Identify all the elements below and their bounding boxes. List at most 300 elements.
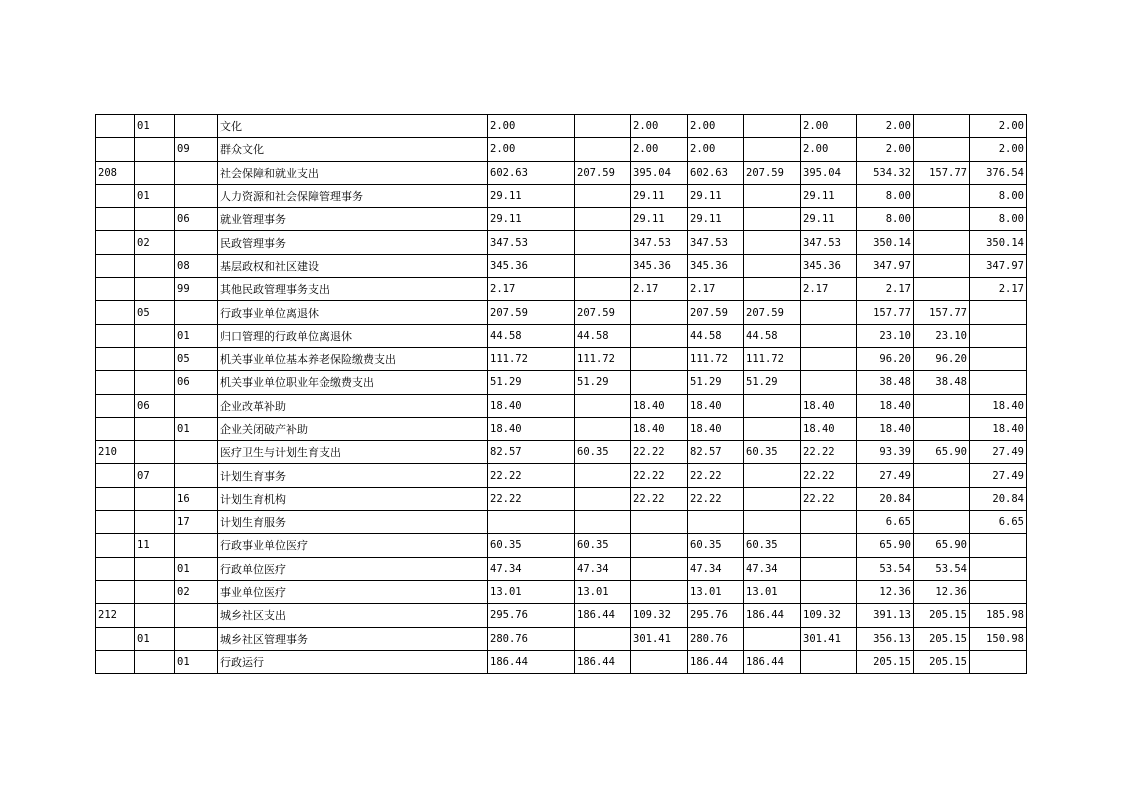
table-row	[96, 254, 1027, 277]
col-basic-2-cell: 186.44	[744, 604, 801, 627]
col-basic-2-cell	[744, 115, 801, 138]
col-total-2-cell: 280.76	[688, 627, 744, 650]
table-row	[96, 441, 1027, 464]
col-project-cell	[631, 324, 688, 347]
col-total-2-cell: 82.57	[688, 441, 744, 464]
col-prev-basic-cell: 65.90	[914, 441, 970, 464]
col-total-2-cell: 111.72	[688, 347, 744, 370]
col-project-2-cell: 22.22	[801, 487, 857, 510]
col-project-cell: 2.00	[631, 138, 688, 161]
col-prev-basic-cell: 157.77	[914, 301, 970, 324]
item-code-cell	[175, 464, 218, 487]
col-basic-2-cell: 186.44	[744, 650, 801, 673]
col-basic-2-cell: 60.35	[744, 534, 801, 557]
col-total-2-cell: 13.01	[688, 580, 744, 603]
subject-name-cell: 医疗卫生与计划生育支出	[218, 441, 488, 464]
col-basic-cell	[575, 138, 631, 161]
subject-name-cell: 机关事业单位职业年金缴费支出	[218, 371, 488, 394]
col-project-2-cell	[801, 511, 857, 534]
col-prev-basic-cell	[914, 254, 970, 277]
class-code-cell	[96, 580, 135, 603]
col-total-2-cell: 347.53	[688, 231, 744, 254]
col-project-cell	[631, 650, 688, 673]
col-project-2-cell	[801, 534, 857, 557]
class-code-cell	[96, 324, 135, 347]
col-total-2-cell: 2.17	[688, 278, 744, 301]
col-project-2-cell	[801, 557, 857, 580]
col-project-cell: 2.00	[631, 115, 688, 138]
class-code-cell	[96, 534, 135, 557]
subject-name-cell: 群众文化	[218, 138, 488, 161]
class-code-cell	[96, 115, 135, 138]
col-project-2-cell: 2.17	[801, 278, 857, 301]
col-total-cell: 18.40	[488, 394, 575, 417]
col-prev-total-cell: 96.20	[857, 347, 914, 370]
col-total-cell: 207.59	[488, 301, 575, 324]
col-prev-project-cell: 27.49	[970, 464, 1027, 487]
col-basic-cell	[575, 417, 631, 440]
section-code-cell	[135, 604, 175, 627]
col-basic-2-cell: 60.35	[744, 441, 801, 464]
col-prev-project-cell	[970, 650, 1027, 673]
col-prev-project-cell	[970, 301, 1027, 324]
item-code-cell	[175, 534, 218, 557]
class-code-cell	[96, 184, 135, 207]
col-prev-total-cell: 18.40	[857, 394, 914, 417]
item-code-cell	[175, 441, 218, 464]
subject-name-cell: 基层政权和社区建设	[218, 254, 488, 277]
col-prev-project-cell: 150.98	[970, 627, 1027, 650]
section-code-cell	[135, 371, 175, 394]
class-code-cell	[96, 487, 135, 510]
col-basic-cell	[575, 464, 631, 487]
col-total-cell: 602.63	[488, 161, 575, 184]
col-project-cell	[631, 511, 688, 534]
class-code-cell: 210	[96, 441, 135, 464]
col-prev-basic-cell: 53.54	[914, 557, 970, 580]
col-basic-2-cell: 51.29	[744, 371, 801, 394]
item-code-cell: 01	[175, 417, 218, 440]
table-row	[96, 511, 1027, 534]
subject-name-cell: 机关事业单位基本养老保险缴费支出	[218, 347, 488, 370]
col-prev-total-cell: 23.10	[857, 324, 914, 347]
col-total-cell: 60.35	[488, 534, 575, 557]
col-prev-project-cell: 347.97	[970, 254, 1027, 277]
col-project-cell	[631, 301, 688, 324]
col-total-cell: 2.17	[488, 278, 575, 301]
item-code-cell	[175, 231, 218, 254]
col-project-2-cell	[801, 650, 857, 673]
col-prev-basic-cell: 38.48	[914, 371, 970, 394]
col-prev-project-cell: 2.17	[970, 278, 1027, 301]
col-project-2-cell: 345.36	[801, 254, 857, 277]
col-prev-basic-cell	[914, 138, 970, 161]
section-code-cell	[135, 324, 175, 347]
col-basic-cell: 186.44	[575, 650, 631, 673]
col-basic-2-cell: 47.34	[744, 557, 801, 580]
col-basic-cell	[575, 278, 631, 301]
col-prev-project-cell: 8.00	[970, 208, 1027, 231]
subject-name-cell: 计划生育事务	[218, 464, 488, 487]
section-code-cell	[135, 347, 175, 370]
col-project-2-cell	[801, 301, 857, 324]
col-basic-2-cell	[744, 208, 801, 231]
item-code-cell	[175, 604, 218, 627]
col-basic-2-cell	[744, 464, 801, 487]
col-project-2-cell: 2.00	[801, 138, 857, 161]
item-code-cell: 01	[175, 650, 218, 673]
col-total-2-cell: 602.63	[688, 161, 744, 184]
col-basic-cell	[575, 394, 631, 417]
col-basic-cell	[575, 487, 631, 510]
col-project-cell: 395.04	[631, 161, 688, 184]
col-prev-basic-cell	[914, 231, 970, 254]
col-total-2-cell: 22.22	[688, 487, 744, 510]
col-total-cell: 18.40	[488, 417, 575, 440]
col-basic-cell: 186.44	[575, 604, 631, 627]
subject-name-cell: 社会保障和就业支出	[218, 161, 488, 184]
col-prev-basic-cell	[914, 394, 970, 417]
col-project-cell: 18.40	[631, 394, 688, 417]
subject-name-cell: 计划生育机构	[218, 487, 488, 510]
col-prev-total-cell: 391.13	[857, 604, 914, 627]
col-project-cell	[631, 534, 688, 557]
table-row	[96, 115, 1027, 138]
col-project-2-cell: 347.53	[801, 231, 857, 254]
col-project-2-cell: 29.11	[801, 184, 857, 207]
subject-name-cell: 事业单位医疗	[218, 580, 488, 603]
table-row	[96, 650, 1027, 673]
table-row	[96, 534, 1027, 557]
section-code-cell: 07	[135, 464, 175, 487]
col-prev-project-cell: 376.54	[970, 161, 1027, 184]
col-basic-2-cell	[744, 417, 801, 440]
col-prev-basic-cell: 205.15	[914, 604, 970, 627]
col-total-2-cell: 295.76	[688, 604, 744, 627]
col-prev-project-cell: 20.84	[970, 487, 1027, 510]
section-code-cell	[135, 441, 175, 464]
table-row	[96, 371, 1027, 394]
subject-name-cell: 计划生育服务	[218, 511, 488, 534]
col-basic-cell	[575, 511, 631, 534]
col-prev-basic-cell	[914, 278, 970, 301]
col-total-2-cell: 18.40	[688, 417, 744, 440]
col-prev-project-cell: 27.49	[970, 441, 1027, 464]
col-basic-2-cell: 13.01	[744, 580, 801, 603]
item-code-cell: 01	[175, 557, 218, 580]
col-basic-cell: 60.35	[575, 441, 631, 464]
col-basic-cell	[575, 115, 631, 138]
col-prev-project-cell: 18.40	[970, 394, 1027, 417]
table-row	[96, 161, 1027, 184]
col-prev-basic-cell: 65.90	[914, 534, 970, 557]
section-code-cell	[135, 511, 175, 534]
subject-name-cell: 行政单位医疗	[218, 557, 488, 580]
col-prev-total-cell: 12.36	[857, 580, 914, 603]
col-project-cell: 18.40	[631, 417, 688, 440]
item-code-cell: 08	[175, 254, 218, 277]
class-code-cell	[96, 627, 135, 650]
col-basic-cell	[575, 627, 631, 650]
col-prev-total-cell: 65.90	[857, 534, 914, 557]
col-project-cell: 347.53	[631, 231, 688, 254]
col-basic-2-cell	[744, 627, 801, 650]
col-total-2-cell: 44.58	[688, 324, 744, 347]
col-prev-project-cell: 2.00	[970, 138, 1027, 161]
col-project-cell: 345.36	[631, 254, 688, 277]
table-row	[96, 394, 1027, 417]
col-project-cell	[631, 580, 688, 603]
col-prev-basic-cell: 23.10	[914, 324, 970, 347]
section-code-cell	[135, 580, 175, 603]
item-code-cell: 17	[175, 511, 218, 534]
col-total-2-cell: 18.40	[688, 394, 744, 417]
col-basic-2-cell	[744, 138, 801, 161]
col-prev-project-cell: 6.65	[970, 511, 1027, 534]
section-code-cell	[135, 557, 175, 580]
col-basic-cell: 60.35	[575, 534, 631, 557]
col-basic-2-cell	[744, 231, 801, 254]
section-code-cell	[135, 254, 175, 277]
class-code-cell	[96, 371, 135, 394]
table-row	[96, 301, 1027, 324]
col-prev-total-cell: 8.00	[857, 208, 914, 231]
col-total-cell: 280.76	[488, 627, 575, 650]
class-code-cell: 212	[96, 604, 135, 627]
table-row	[96, 417, 1027, 440]
class-code-cell	[96, 511, 135, 534]
col-basic-2-cell	[744, 394, 801, 417]
col-prev-project-cell	[970, 557, 1027, 580]
col-prev-total-cell: 8.00	[857, 184, 914, 207]
col-total-cell: 29.11	[488, 184, 575, 207]
col-prev-total-cell: 356.13	[857, 627, 914, 650]
col-basic-2-cell	[744, 184, 801, 207]
class-code-cell	[96, 417, 135, 440]
item-code-cell: 06	[175, 208, 218, 231]
col-prev-project-cell	[970, 580, 1027, 603]
item-code-cell: 02	[175, 580, 218, 603]
col-basic-2-cell: 44.58	[744, 324, 801, 347]
table-row	[96, 580, 1027, 603]
col-project-cell: 301.41	[631, 627, 688, 650]
col-total-2-cell: 29.11	[688, 184, 744, 207]
col-project-cell: 29.11	[631, 208, 688, 231]
col-project-cell: 22.22	[631, 464, 688, 487]
col-prev-project-cell	[970, 324, 1027, 347]
class-code-cell	[96, 301, 135, 324]
col-prev-project-cell	[970, 371, 1027, 394]
item-code-cell: 16	[175, 487, 218, 510]
col-basic-cell: 44.58	[575, 324, 631, 347]
section-code-cell: 01	[135, 184, 175, 207]
col-basic-2-cell	[744, 511, 801, 534]
section-code-cell: 11	[135, 534, 175, 557]
table-row	[96, 184, 1027, 207]
col-prev-basic-cell	[914, 511, 970, 534]
col-project-2-cell: 109.32	[801, 604, 857, 627]
col-basic-cell: 51.29	[575, 371, 631, 394]
item-code-cell: 99	[175, 278, 218, 301]
col-total-cell: 2.00	[488, 115, 575, 138]
col-prev-project-cell: 185.98	[970, 604, 1027, 627]
budget-table	[95, 114, 1027, 674]
col-basic-cell	[575, 254, 631, 277]
col-total-2-cell: 207.59	[688, 301, 744, 324]
subject-name-cell: 归口管理的行政单位离退休	[218, 324, 488, 347]
col-basic-cell: 47.34	[575, 557, 631, 580]
col-total-2-cell: 2.00	[688, 115, 744, 138]
col-basic-2-cell	[744, 487, 801, 510]
col-prev-project-cell: 350.14	[970, 231, 1027, 254]
table-row	[96, 347, 1027, 370]
table-row	[96, 604, 1027, 627]
col-project-cell	[631, 557, 688, 580]
col-prev-basic-cell	[914, 487, 970, 510]
col-project-2-cell	[801, 371, 857, 394]
table-row	[96, 557, 1027, 580]
col-project-cell: 29.11	[631, 184, 688, 207]
col-total-cell	[488, 511, 575, 534]
class-code-cell	[96, 557, 135, 580]
col-basic-cell	[575, 231, 631, 254]
section-code-cell	[135, 650, 175, 673]
col-basic-cell: 13.01	[575, 580, 631, 603]
col-project-2-cell: 301.41	[801, 627, 857, 650]
item-code-cell: 01	[175, 324, 218, 347]
col-prev-basic-cell	[914, 464, 970, 487]
class-code-cell	[96, 464, 135, 487]
col-project-2-cell: 2.00	[801, 115, 857, 138]
col-total-cell: 347.53	[488, 231, 575, 254]
col-prev-basic-cell: 12.36	[914, 580, 970, 603]
col-total-2-cell: 29.11	[688, 208, 744, 231]
table-row	[96, 138, 1027, 161]
section-code-cell: 06	[135, 394, 175, 417]
item-code-cell	[175, 627, 218, 650]
col-basic-2-cell	[744, 254, 801, 277]
class-code-cell	[96, 347, 135, 370]
table-row	[96, 464, 1027, 487]
col-prev-project-cell	[970, 347, 1027, 370]
table-row	[96, 208, 1027, 231]
col-basic-2-cell	[744, 278, 801, 301]
col-project-2-cell: 18.40	[801, 417, 857, 440]
col-total-2-cell: 51.29	[688, 371, 744, 394]
col-total-cell: 345.36	[488, 254, 575, 277]
col-basic-cell: 207.59	[575, 161, 631, 184]
col-total-2-cell: 345.36	[688, 254, 744, 277]
col-project-2-cell	[801, 347, 857, 370]
table-body	[96, 115, 1027, 674]
col-prev-total-cell: 20.84	[857, 487, 914, 510]
col-prev-total-cell: 2.00	[857, 115, 914, 138]
col-total-cell: 186.44	[488, 650, 575, 673]
item-code-cell: 09	[175, 138, 218, 161]
subject-name-cell: 城乡社区支出	[218, 604, 488, 627]
section-code-cell	[135, 417, 175, 440]
col-basic-cell	[575, 208, 631, 231]
table-row	[96, 324, 1027, 347]
col-prev-basic-cell: 96.20	[914, 347, 970, 370]
subject-name-cell: 企业改革补助	[218, 394, 488, 417]
col-project-cell: 22.22	[631, 441, 688, 464]
class-code-cell	[96, 208, 135, 231]
col-project-cell	[631, 347, 688, 370]
table-row	[96, 627, 1027, 650]
subject-name-cell: 行政运行	[218, 650, 488, 673]
section-code-cell: 01	[135, 115, 175, 138]
subject-name-cell: 行政事业单位医疗	[218, 534, 488, 557]
col-project-cell: 109.32	[631, 604, 688, 627]
col-total-2-cell: 186.44	[688, 650, 744, 673]
subject-name-cell: 就业管理事务	[218, 208, 488, 231]
col-prev-project-cell: 18.40	[970, 417, 1027, 440]
col-prev-project-cell	[970, 534, 1027, 557]
table-row	[96, 231, 1027, 254]
col-prev-basic-cell	[914, 208, 970, 231]
col-total-2-cell: 47.34	[688, 557, 744, 580]
class-code-cell	[96, 231, 135, 254]
class-code-cell	[96, 278, 135, 301]
subject-name-cell: 文化	[218, 115, 488, 138]
col-total-cell: 22.22	[488, 487, 575, 510]
col-prev-basic-cell	[914, 184, 970, 207]
col-prev-total-cell: 6.65	[857, 511, 914, 534]
col-total-2-cell	[688, 511, 744, 534]
section-code-cell	[135, 138, 175, 161]
item-code-cell: 06	[175, 371, 218, 394]
col-project-cell: 22.22	[631, 487, 688, 510]
col-prev-total-cell: 205.15	[857, 650, 914, 673]
col-prev-total-cell: 2.17	[857, 278, 914, 301]
col-total-cell: 44.58	[488, 324, 575, 347]
col-prev-project-cell: 8.00	[970, 184, 1027, 207]
col-prev-total-cell: 27.49	[857, 464, 914, 487]
col-prev-total-cell: 18.40	[857, 417, 914, 440]
col-prev-total-cell: 93.39	[857, 441, 914, 464]
subject-name-cell: 民政管理事务	[218, 231, 488, 254]
section-code-cell	[135, 487, 175, 510]
col-prev-total-cell: 2.00	[857, 138, 914, 161]
col-total-cell: 47.34	[488, 557, 575, 580]
section-code-cell: 05	[135, 301, 175, 324]
item-code-cell	[175, 301, 218, 324]
subject-name-cell: 行政事业单位离退休	[218, 301, 488, 324]
col-prev-total-cell: 347.97	[857, 254, 914, 277]
col-total-cell: 29.11	[488, 208, 575, 231]
col-basic-2-cell: 111.72	[744, 347, 801, 370]
item-code-cell	[175, 115, 218, 138]
section-code-cell	[135, 278, 175, 301]
col-total-cell: 22.22	[488, 464, 575, 487]
col-total-cell: 82.57	[488, 441, 575, 464]
col-prev-total-cell: 157.77	[857, 301, 914, 324]
col-prev-total-cell: 534.32	[857, 161, 914, 184]
section-code-cell: 01	[135, 627, 175, 650]
table-row	[96, 487, 1027, 510]
col-total-cell: 111.72	[488, 347, 575, 370]
class-code-cell	[96, 394, 135, 417]
col-total-cell: 51.29	[488, 371, 575, 394]
class-code-cell: 208	[96, 161, 135, 184]
col-prev-basic-cell	[914, 417, 970, 440]
section-code-cell: 02	[135, 231, 175, 254]
col-project-2-cell: 395.04	[801, 161, 857, 184]
col-total-cell: 295.76	[488, 604, 575, 627]
col-prev-total-cell: 38.48	[857, 371, 914, 394]
col-total-cell: 13.01	[488, 580, 575, 603]
